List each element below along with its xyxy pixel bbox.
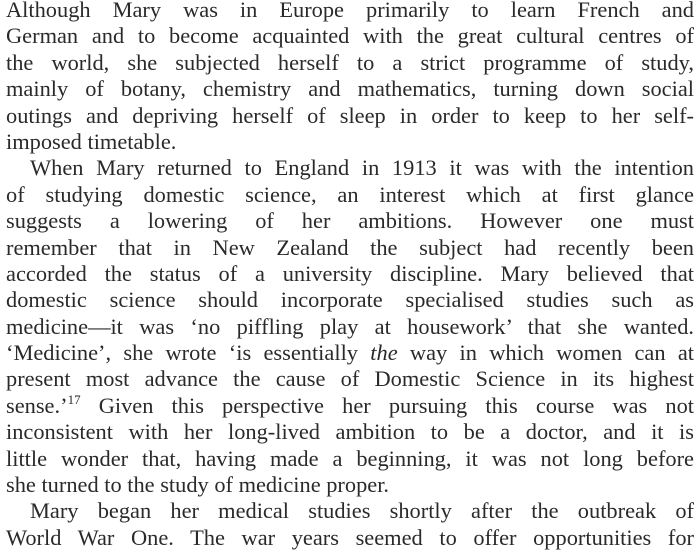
text-line: Although Mary was in Europe primarily to learn French and — [6, 0, 694, 22]
text-line: imposed timetable. — [6, 128, 177, 154]
text-segment: way in which women can at — [397, 340, 694, 366]
paragraph-3 — [6, 498, 694, 551]
text-line: she turned to the study of medicine proper. — [6, 472, 390, 498]
paragraph-1 — [6, 0, 694, 155]
text-line: of studying domestic science, an interest which at first glance — [6, 181, 694, 207]
footnote-marker: 17 — [67, 391, 81, 407]
text-line: medicine—it was ‘no piffling play at housework’ that she wanted. — [6, 313, 694, 339]
text-line: domestic science should incorporate specialised studies such as — [6, 287, 694, 313]
text-segment: ‘Medicine’, she wrote ‘is essentially — [6, 340, 371, 366]
text-line: Mary began her medical studies shortly after the outbreak of — [30, 498, 694, 524]
text-line: German and to become acquainted with the great cultural centres of — [6, 23, 694, 49]
paragraph-2 — [6, 155, 694, 498]
text-line: accorded the status of a university discipline. Mary believed that — [6, 260, 694, 286]
text-line-with-footnote — [6, 393, 694, 419]
text-line: inconsistent with her long-lived ambition to be a doctor, and it is — [6, 419, 694, 445]
emphasis-text: the — [370, 340, 398, 366]
text-line: World War One. The war years seemed to offer opportunities for — [6, 524, 694, 550]
text-line: mainly of botany, chemistry and mathematics, turning down social — [6, 76, 694, 102]
text-line-with-emphasis — [6, 340, 694, 366]
text-line: When Mary returned to England in 1913 it was with the intention — [30, 155, 694, 181]
text-segment: Given this perspective her pursuing this course was not — [80, 392, 694, 418]
text-line: remember that in New Zealand the subject had recently been — [6, 234, 694, 260]
text-line: outings and depriving herself of sleep in order to keep to her self- — [6, 102, 694, 128]
text-line: little wonder that, having made a beginning, it was not long before — [6, 445, 694, 471]
text-segment: sense.’ — [6, 392, 68, 418]
document-page — [6, 0, 694, 551]
text-line: present most advance the cause of Domestic Science in its highest — [6, 366, 694, 392]
text-line: the world, she subjected herself to a strict programme of study, — [6, 49, 694, 75]
text-line: suggests a lowering of her ambitions. However one must — [6, 208, 694, 234]
